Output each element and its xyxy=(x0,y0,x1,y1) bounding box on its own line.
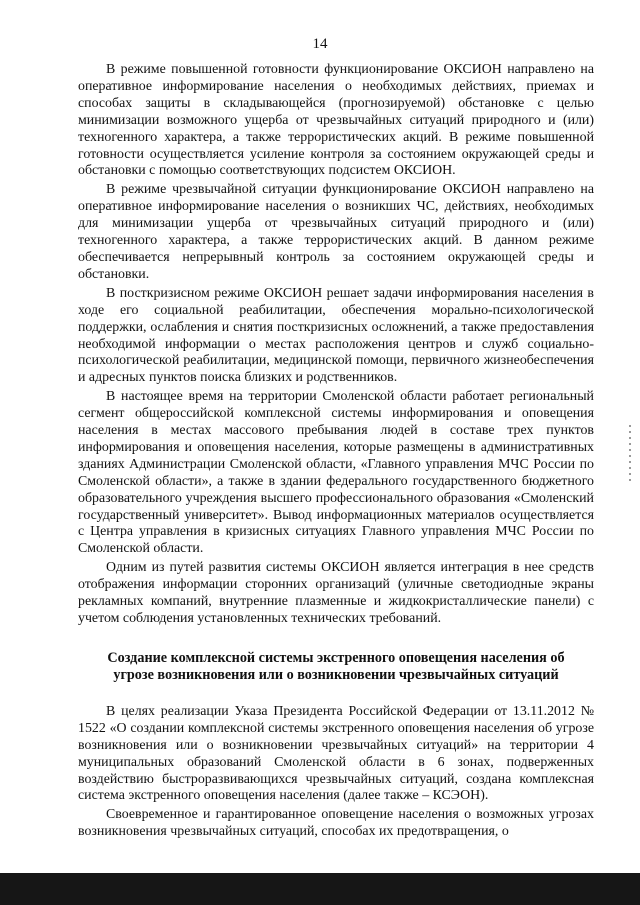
section-heading-line-2: угрозе возникновения или о возникновении чрезвычайных ситуаций xyxy=(113,667,559,684)
paragraph-smolensk-segment: В настоящее время на территории Смоленской области работает региональный сегмент общероссийской комплексной системы информирования и оповещения населения в местах массового пребывания людей в составе трех пунктов информирования и оповещения населения, которые размещены в административных зданиях Администрации Смоленской области, «Главного управления МЧС России по Смоленской области», а также в здании федерального государственного бюджетного образовательного учреждения высшего профессионального образования «Смоленский государственный университет». Вывод информационных материалов осуществляется с Центра управления в кризисных ситуациях Главного управления МЧС России по Смоленской области. xyxy=(78,389,594,557)
page-number: 14 xyxy=(312,36,328,52)
scan-margin-marks xyxy=(629,425,631,485)
paragraph-high-readiness: В режиме повышенной готовности функционирование ОКСИОН направлено на оперативное информирование населения о необходимых действиях, приемах и способах защиты в складывающейся (прогнозируемой) обстановке с целью минимизации возможного ущерба от чрезвычайных ситуаций природного и (или) техногенного характера, а также террористических акций. В режиме повышенной готовности осуществляется усиление контроля за состоянием окружающей среды и обстановки с помощью соответствующих подсистем ОКСИОН. xyxy=(78,62,594,179)
paragraph-decree: В целях реализации Указа Президента Российской Федерации от 13.11.2012 № 1522 «О создании комплексной системы экстренного оповещения населения об угрозе возникновения или о возникновении чрезвычайных ситуаций» на территории 4 муниципальных образований Смоленской области в 6 зонах, подверженных воздействию быстроразвивающихся чрезвычайных ситуаций, создана комплексная система экстренного оповещения населения (далее также – КСЭОН). xyxy=(78,703,594,804)
paragraph-post-crisis-mode: В посткризисном режиме ОКСИОН решает задачи информирования населения в ходе его социальной реабилитации, обеспечения морально-психологической поддержки, ослабления и снятия посткризисных осложнений, а также предоставления необходимой информации о местах расположения центров и служб социально-психологической реабилитации, медицинской помощи, первичного жизнеобеспечения и адресных пунктов поиска близких и родственников. xyxy=(78,285,594,386)
section-heading-line-1: Создание комплексной системы экстренного оповещения населения об xyxy=(107,649,565,666)
paragraph-integration: Одним из путей развития системы ОКСИОН является интеграция в нее средств отображения информации сторонних организаций (уличные светодиодные экраны рекламных компаний, внутренние плазменные и жидкокристаллические панели) с учетом соблюдения установленных технических требований. xyxy=(78,560,594,626)
paragraph-emergency-mode: В режиме чрезвычайной ситуации функционирование ОКСИОН направлено на оперативное информирование населения о возникших ЧС, действиях, необходимых для минимизации ущерба от чрезвычайных ситуаций природного и (или) техногенного характера, а также террористических акций. В данном режиме обеспечивается непрерывный контроль за состоянием окружающей среды и обстановки. xyxy=(78,182,594,282)
document-body xyxy=(78,62,594,841)
section-heading xyxy=(78,650,594,685)
scan-bottom-border xyxy=(0,873,640,905)
paragraph-timely-warning: Своевременное и гарантированное оповещение населения о возможных угрозах возникновения чрезвычайных ситуаций, способах их предотвращения, о xyxy=(78,807,594,840)
